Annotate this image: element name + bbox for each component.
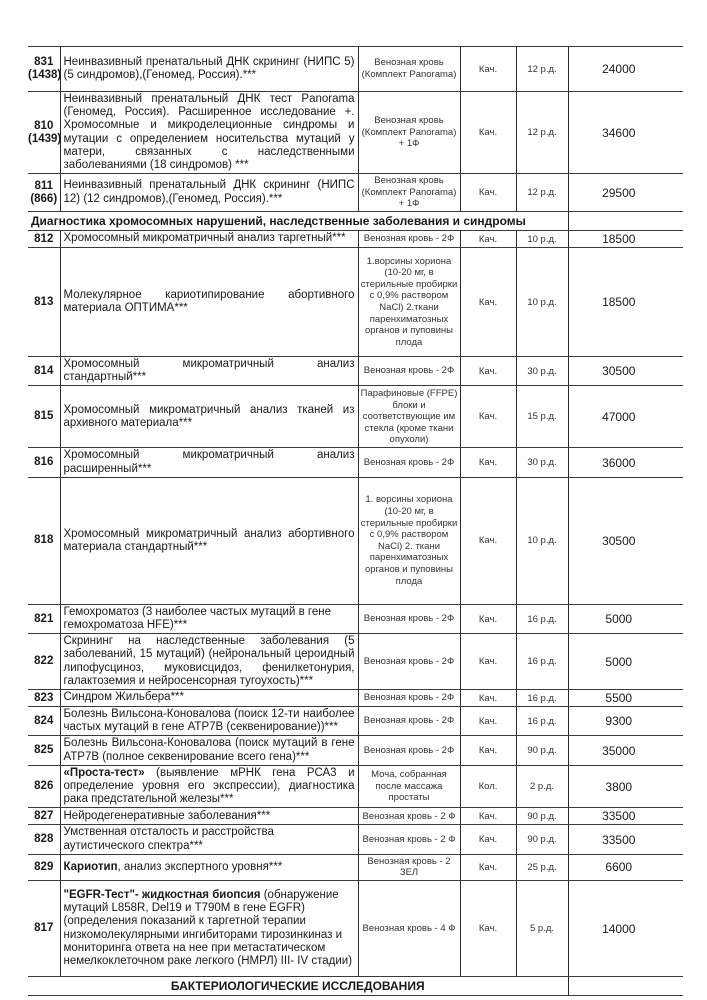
row-number: 815 [28, 386, 60, 448]
price: 6600 [568, 854, 683, 880]
price: 34600 [568, 92, 683, 174]
row-number: 826 [28, 765, 60, 808]
table-row [28, 604, 683, 633]
table-row [28, 854, 683, 880]
row-number: 824 [28, 707, 60, 736]
section-blank-cell [568, 977, 683, 996]
row-number: 810 (1439) [28, 92, 60, 174]
price: 29500 [568, 174, 683, 212]
test-name: Хромосомный микроматричный анализ абортивного материала стандартный*** [60, 477, 358, 604]
biomaterial: Венозная кровь (Комплект Panorama) + 1Ф [358, 92, 460, 174]
test-name: Болезнь Вильсона-Коновалова (поиск мутаций в гене АТР7В (полное секвенирование всего гена)*** [60, 736, 358, 765]
test-name: Хромосомный микроматричный анализ тканей из архивного материала*** [60, 386, 358, 448]
test-name: Хромосомный микроматричный анализ стандартный*** [60, 357, 358, 386]
turnaround-time: 25 р.д. [516, 854, 568, 880]
result-type: Кач. [460, 477, 516, 604]
table-row [28, 477, 683, 604]
result-type: Кач. [460, 47, 516, 92]
row-number: 827 [28, 808, 60, 825]
test-name: Неинвазивный пренатальный ДНК скрининг (НИПС 5) (5 синдромов),(Геномед, Россия).*** [60, 47, 358, 92]
turnaround-time: 16 р.д. [516, 604, 568, 633]
result-type: Кач. [460, 634, 516, 690]
result-type: Кач. [460, 881, 516, 977]
price: 35000 [568, 736, 683, 765]
result-type: Кач. [460, 690, 516, 707]
row-number: 812 [28, 231, 60, 248]
table-row [28, 707, 683, 736]
turnaround-time: 30 р.д. [516, 448, 568, 477]
result-type: Кач. [460, 92, 516, 174]
turnaround-time: 12 р.д. [516, 47, 568, 92]
biomaterial: Венозная кровь - 2 ЗЕЛ [358, 854, 460, 880]
row-number: 821 [28, 604, 60, 633]
turnaround-time: 30 р.д. [516, 357, 568, 386]
price-table [28, 46, 683, 996]
test-name: Хромосомный микроматричный анализ расширенный*** [60, 448, 358, 477]
result-type: Кач. [460, 231, 516, 248]
test-name [60, 765, 358, 808]
section-title: БАКТЕРИОЛОГИЧЕСКИЕ ИССЛЕДОВАНИЯ [28, 977, 568, 996]
result-type: Кач. [460, 808, 516, 825]
table-row [28, 881, 683, 977]
biomaterial: Венозная кровь (Комплект Panorama) + 1Ф [358, 174, 460, 212]
price: 30500 [568, 357, 683, 386]
table-row [28, 92, 683, 174]
row-number: 828 [28, 825, 60, 854]
row-number: 823 [28, 690, 60, 707]
test-name: Болезнь Вильсона-Коновалова (поиск 12-ти наиболее частых мутаций в гене АТР7В (секвенирование))*** [60, 707, 358, 736]
section-title: Диагностика хромосомных нарушений, наследственные заболевания и синдромы [28, 212, 568, 231]
price: 5500 [568, 690, 683, 707]
test-name: Хромосомный микроматричный анализ таргетный*** [60, 231, 358, 248]
price: 47000 [568, 386, 683, 448]
test-name [60, 854, 358, 880]
table-row [28, 736, 683, 765]
table-row [28, 808, 683, 825]
test-name: Неинвазивный пренатальный ДНК тест Panorama (Геномед, Россия). Расширенное исследование +. Хромосомные и микроделеционные синдромы и мутации с определением носительства мутаций у матери, связанных с наследственными заболеваниями (18 синдромов) *** [60, 92, 358, 174]
turnaround-time: 90 р.д. [516, 808, 568, 825]
biomaterial: 1. ворсины хориона (10-20 мг, в стерильные пробирки с 0,9% раствором NaCl) 2. ткани паренхиматозных органов и пуповины плода [358, 477, 460, 604]
price-list-page [28, 46, 683, 996]
section-header-row [28, 212, 683, 231]
row-number: 811 (866) [28, 174, 60, 212]
turnaround-time: 10 р.д. [516, 477, 568, 604]
row-number: 813 [28, 248, 60, 357]
test-name-rest: (выявление мРНК гена РСА3 и определение уровня его экспрессии), диагностика рака предстательной железы*** [63, 766, 355, 806]
row-number: 814 [28, 357, 60, 386]
row-number: 831 (1438) [28, 47, 60, 92]
biomaterial: Венозная кровь - 2Ф [358, 357, 460, 386]
turnaround-time: 10 р.д. [516, 231, 568, 248]
biomaterial: Венозная кровь - 2Ф [358, 604, 460, 633]
biomaterial: Венозная кровь - 2 Ф [358, 825, 460, 854]
result-type: Кач. [460, 248, 516, 357]
test-name: Нейродегенеративные заболевания*** [60, 808, 358, 825]
result-type: Кач. [460, 825, 516, 854]
turnaround-time: 90 р.д. [516, 736, 568, 765]
price: 14000 [568, 881, 683, 977]
section-header-row [28, 977, 683, 996]
section-blank-cell [568, 212, 683, 231]
test-name-rest: , анализ экспертного уровня*** [117, 860, 283, 873]
test-name: Неинвазивный пренатальный ДНК скрининг (НИПС 12) (12 синдромов),(Геномед, Россия).*** [60, 174, 358, 212]
biomaterial: Венозная кровь - 2Ф [358, 634, 460, 690]
test-name-bold: «Проста-тест» [63, 766, 145, 779]
test-name: Умственная отсталость и расстройства аутистического спектра*** [60, 825, 358, 854]
price: 36000 [568, 448, 683, 477]
test-name-bold: "EGFR-Тест"- жидкостная биопсия [63, 888, 261, 901]
table-row [28, 231, 683, 248]
test-name: Молекулярное кариотипирование абортивного материала ОПТИМА*** [60, 248, 358, 357]
table-row [28, 248, 683, 357]
result-type: Кач. [460, 357, 516, 386]
row-number: 818 [28, 477, 60, 604]
row-number: 817 [28, 881, 60, 977]
turnaround-time: 10 р.д. [516, 248, 568, 357]
biomaterial: Венозная кровь - 2 Ф [358, 808, 460, 825]
turnaround-time: 16 р.д. [516, 707, 568, 736]
biomaterial: Венозная кровь - 2Ф [358, 690, 460, 707]
turnaround-time: 12 р.д. [516, 92, 568, 174]
test-name-rest: (обнаружение мутаций L858R, Del19 и T790M в гене EGFR) (определения показаний к таргетной терапии низкомолекулярными ингибиторами тирозинкиназ и мониторинга ответа на нее при метастатическом немелкоклеточном раке легкого (НМРЛ) III- IV стадии) [63, 888, 353, 967]
turnaround-time: 12 р.д. [516, 174, 568, 212]
turnaround-time: 5 р.д. [516, 881, 568, 977]
price: 5000 [568, 634, 683, 690]
test-name: Синдром Жильбера*** [60, 690, 358, 707]
test-name: Гемохроматоз (3 наиболее частых мутаций в гене гемохроматоза HFE)*** [60, 604, 358, 633]
test-name-bold: Кариотип [63, 860, 118, 873]
result-type: Кач. [460, 604, 516, 633]
result-type: Кач. [460, 707, 516, 736]
biomaterial: Венозная кровь (Комплект Panorama) [358, 47, 460, 92]
result-type: Кач. [460, 448, 516, 477]
biomaterial: Парафиновые (FFPE) блоки и соответствующие им стекла (кроме ткани опухоли) [358, 386, 460, 448]
price: 3800 [568, 765, 683, 808]
table-row [28, 174, 683, 212]
result-type: Кач. [460, 386, 516, 448]
row-number: 829 [28, 854, 60, 880]
table-row [28, 634, 683, 690]
price: 33500 [568, 808, 683, 825]
biomaterial: Венозная кровь - 2Ф [358, 231, 460, 248]
result-type: Кач. [460, 854, 516, 880]
turnaround-time: 16 р.д. [516, 690, 568, 707]
table-row [28, 825, 683, 854]
biomaterial: Венозная кровь - 4 Ф [358, 881, 460, 977]
biomaterial: Венозная кровь - 2Ф [358, 736, 460, 765]
turnaround-time: 90 р.д. [516, 825, 568, 854]
price: 18500 [568, 231, 683, 248]
table-row [28, 386, 683, 448]
row-number: 825 [28, 736, 60, 765]
biomaterial: Венозная кровь - 2Ф [358, 707, 460, 736]
row-number: 822 [28, 634, 60, 690]
biomaterial: Венозная кровь - 2Ф [358, 448, 460, 477]
price: 30500 [568, 477, 683, 604]
table-row [28, 47, 683, 92]
result-type: Кач. [460, 736, 516, 765]
biomaterial: Моча, собранная после массажа простаты [358, 765, 460, 808]
table-row [28, 690, 683, 707]
result-type: Кач. [460, 174, 516, 212]
price: 33500 [568, 825, 683, 854]
test-name: Скрининг на наследственные заболевания (5 заболеваний, 15 мутаций) (нейрональный цероидный липофусциноз, муковисцидоз, фенилкетонурия, галактоземия и нейросенсорная тугоухость)*** [60, 634, 358, 690]
row-number: 816 [28, 448, 60, 477]
test-name [60, 881, 358, 977]
table-row [28, 357, 683, 386]
price: 5000 [568, 604, 683, 633]
table-row [28, 765, 683, 808]
price: 9300 [568, 707, 683, 736]
price: 18500 [568, 248, 683, 357]
price: 24000 [568, 47, 683, 92]
table-row [28, 448, 683, 477]
turnaround-time: 15 р.д. [516, 386, 568, 448]
turnaround-time: 16 р.д. [516, 634, 568, 690]
result-type: Кол. [460, 765, 516, 808]
turnaround-time: 2 р.д. [516, 765, 568, 808]
biomaterial: 1.ворсины хориона (10-20 мг, в стерильные пробирки с 0,9% раствором NaCl) 2.ткани паренхиматозных органов и пуповины плода [358, 248, 460, 357]
